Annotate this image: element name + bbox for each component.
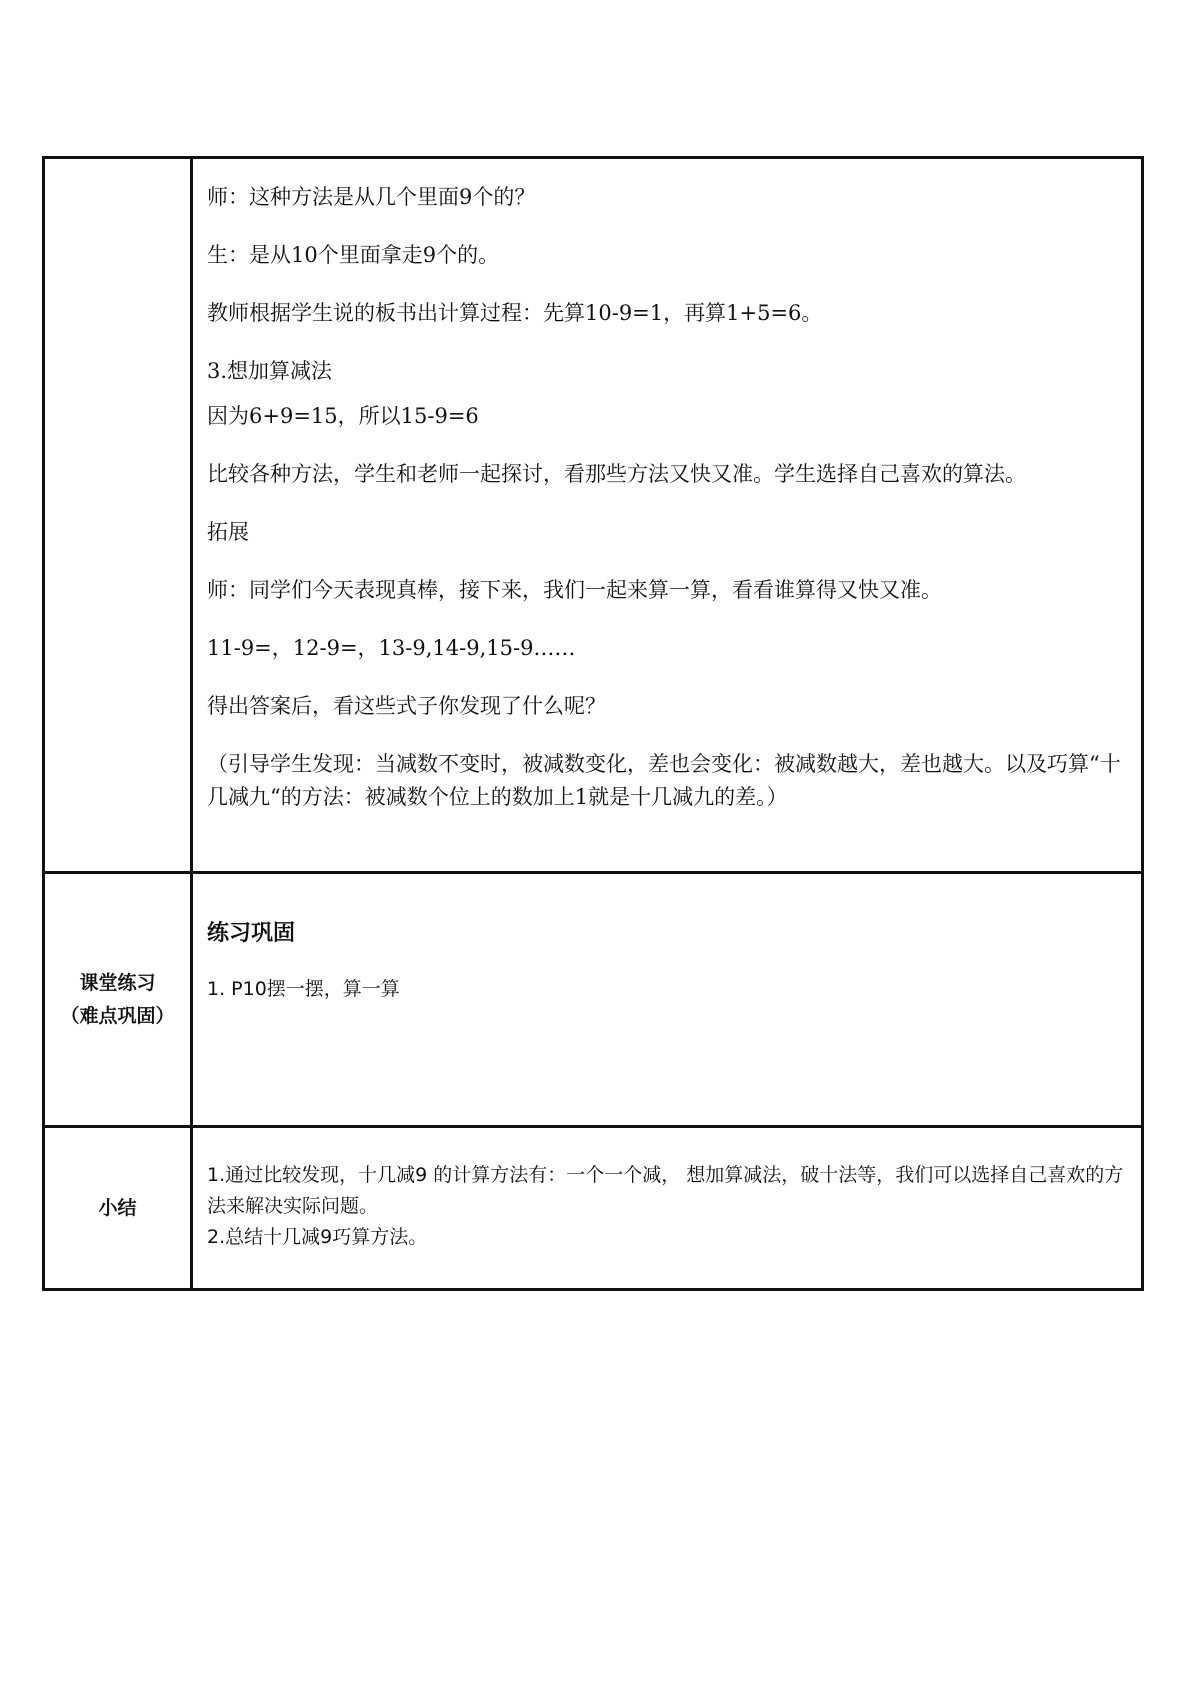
practice-item: 1. P10摆一摆，算一算 [207,978,400,1000]
summary-content-cell [192,1127,1143,1290]
method-example: 因为6+9=15，所以15-9=6 [207,404,479,428]
teacher-question: 师：这种方法是从几个里面9个的？ [207,185,536,209]
student-answer: 生：是从10个里面拿走9个的。 [207,243,500,267]
practice-sublabel: （难点巩固） [60,1004,175,1027]
summary-label: 小结 [98,1196,137,1219]
extension-heading: 拓展 [207,520,249,544]
method-heading: 3.想加算减法 [207,359,333,383]
process-content [193,159,1141,814]
exercise-list: 11-9=，12-9=，13-9,14-9,15-9…… [207,636,576,660]
summary-content [193,1128,1141,1253]
practice-title: 练习巩固 [207,921,296,946]
blackboard-process: 教师根据学生说的板书出计算过程：先算10-9=1，再算1+5=6。 [207,301,823,325]
compare-methods: 比较各种方法，学生和老师一起探讨，看那些方法又快又准。学生选择自己喜欢的算法。 [207,462,1026,486]
practice-content [193,874,1141,1004]
summary-label-cell [44,1127,192,1290]
process-row [44,158,1143,873]
practice-row [44,873,1143,1127]
practice-label-cell [44,873,192,1127]
process-label-cell [44,158,192,873]
summary-row [44,1127,1143,1290]
summary-point-1: 1.通过比较发现，十几减9 的计算方法有：一个一个减， 想加算减法，破十法等，我们可以选择自己喜欢的方法来解决实际问题。 [207,1164,1124,1217]
teacher-prompt: 师：同学们今天表现真棒，接下来，我们一起来算一算，看看谁算得又快又准。 [207,578,942,602]
practice-label: 课堂练习 [79,971,156,994]
process-content-cell [192,158,1143,873]
practice-content-cell [192,873,1143,1127]
discovery-question: 得出答案后，看这些式子你发现了什么呢？ [207,694,606,718]
summary-point-2: 2.总结十几减9巧算方法。 [207,1226,428,1248]
guidance-note: （引导学生发现：当减数不变时，被减数变化，差也会变化：被减数越大，差也越大。以及巧算“十几减九“的方法：被减数个位上的数加上1就是十几减九的差。） [207,752,1121,809]
lesson-plan-table [42,156,1144,1291]
